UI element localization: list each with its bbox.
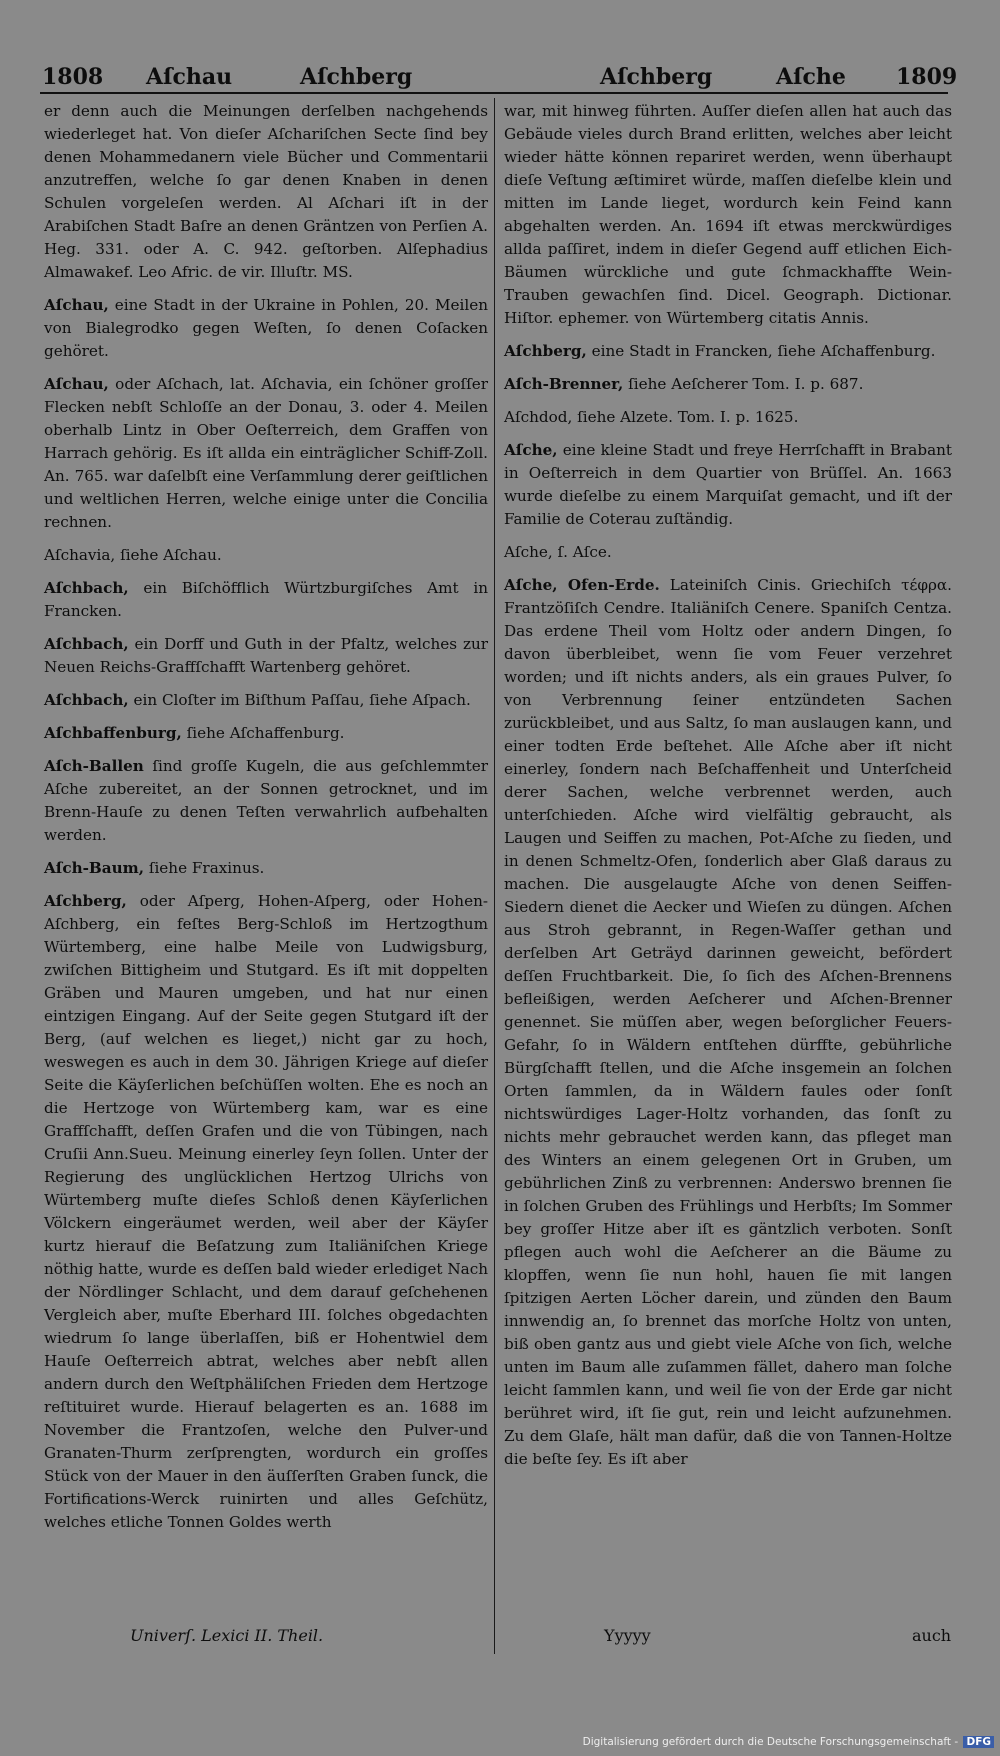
entry-text: ein Biſchöfflich Würtzburgiſches Amt in Francken. [44, 579, 488, 620]
entry [44, 373, 488, 534]
entry [44, 544, 488, 567]
column-divider [494, 98, 495, 1654]
entry [504, 406, 952, 429]
entry-text: Aſchavia, ſiehe Aſchau. [44, 546, 222, 564]
signature-mark: Univerſ. Lexici II. Theil. [130, 1626, 324, 1645]
entry [504, 373, 952, 396]
entry [504, 541, 952, 564]
entry-text: Aſche, ſ. Aſce. [504, 543, 612, 561]
entry-text: ſiehe Aſchaffenburg. [186, 724, 345, 742]
page-number-right: 1809 [896, 64, 958, 90]
entry [44, 633, 488, 679]
entry [504, 439, 952, 531]
catchword: auch [912, 1626, 952, 1645]
page-number-left: 1808 [42, 64, 104, 90]
entry-lemma: Aſchau, [44, 296, 109, 314]
entry [44, 294, 488, 363]
entry-text: ein Dorff und Guth in der Pfaltz, welches zur Neuen Reichs-Graffſchafft Wartenberg gehöret. [44, 635, 488, 676]
running-head-right-1: Aſchberg [600, 64, 713, 90]
entry-lemma: Aſch-Baum, [44, 859, 144, 877]
entry-text: er denn auch die Meinungen derſelben nachgehends wiederleget hat. Von dieſer Aſchariſchen Secte ſind bey denen Mohammedanern viele Bücher und Commentarii anzutreffen, welche ſo gar denen Knaben in denen Schulen vorgeleſen werden. Al Aſchari iſt in der Arabiſchen Stadt Baſre an denen Gräntzen von Perſien A. Heg. 331. oder A. C. 942. geſtorben. Alſephadius Almawakef. Leo Afric. de vir. Illuſtr. MS. [44, 102, 488, 281]
running-head-left-2: Aſchberg [300, 64, 413, 90]
entry [44, 722, 488, 745]
left-column [44, 100, 488, 1544]
entry-text: ſiehe Fraxinus. [148, 859, 265, 877]
credit-text: Digitalisierung gefördert durch die Deutsche Forschungsgemeinschaft - [582, 1736, 959, 1748]
entry-lemma: Aſch-Ballen [44, 757, 144, 775]
entry-lemma: Aſchbaffenburg, [44, 724, 182, 742]
entry [44, 857, 488, 880]
entry-text: ein Cloſter im Biſthum Paſſau, ſiehe Aſpach. [133, 691, 471, 709]
entry-text: war, mit hinweg führten. Auſſer dieſen allen hat auch das Gebäude vieles durch Brand erlitten, welches aber leicht wieder hätte können repariret werden, wenn überhaupt dieſe Veſtung æſtimiret würde, maſſen dieſelbe klein und mitten im Lande lieget, wordurch kein Feind kann abgehalten werden. An. 1694 iſt etwas merckwürdiges allda paſſiret, indem in dieſer Gegend auff etlichen Eich-Bäumen würckliche und gute ſchmackhaffte Wein-Trauben gewachſen ſind. Dicel. Geograph. Dictionar. Hiſtor. ephemer. von Würtemberg citatis Annis. [504, 102, 952, 327]
entry-lemma: Aſchberg, [44, 892, 127, 910]
running-head-right-2: Aſche [776, 64, 846, 90]
gathering-mark: Yyyyy [604, 1626, 651, 1645]
entry-lemma: Aſchbach, [44, 579, 129, 597]
entry [504, 340, 952, 363]
entry-lemma: Aſche, Ofen-Erde. [504, 576, 660, 594]
entry-lemma: Aſche, [504, 441, 558, 459]
entry-text: oder Aſchach, lat. Aſchavia, ein ſchöner groſſer Flecken nebſt Schloſſe an der Donau, 3. oder 4. Meilen oberhalb Lintz in Ober Oeſterreich, dem Graffen von Harrach gehörig. Es iſt allda ein einträglicher Schiff-Zoll. An. 765. war daſelbſt eine Verſammlung derer geiſtlichen und weltlichen Herren, welche einige unter die Concilia rechnen. [44, 375, 489, 531]
running-head-left-1: Aſchau [146, 64, 233, 90]
right-column [504, 100, 952, 1481]
entry [44, 100, 488, 284]
entry-text: ſiehe Aeſcherer Tom. I. p. 687. [628, 375, 864, 393]
entry-text: eine kleine Stadt und freye Herrſchafft in Brabant in Oeſterreich in dem Quartier von Brüſſel. An. 1663 wurde dieſelbe zu einem Marquiſat gemacht, und iſt der Familie de Coterau zuſtändig. [504, 441, 953, 528]
entry [44, 577, 488, 623]
entry-lemma: Aſch-Brenner, [504, 375, 624, 393]
entry-lemma: Aſchbach, [44, 691, 129, 709]
entry-lemma: Aſchau, [44, 375, 109, 393]
entry [504, 100, 952, 330]
entry-lemma: Aſchberg, [504, 342, 587, 360]
entry-text: Aſchdod, ſiehe Alzete. Tom. I. p. 1625. [504, 408, 799, 426]
dfg-logo: DFG [963, 1736, 994, 1748]
digitization-credit [583, 1736, 994, 1748]
entry [44, 755, 488, 847]
entry [504, 574, 952, 1471]
entry-text: eine Stadt in der Ukraine in Pohlen, 20. Meilen von Bialegrodko gegen Weſten, ſo denen Coſacken gehöret. [44, 296, 488, 360]
entry [44, 689, 488, 712]
entry-text: Lateiniſch Cinis. Griechiſch τέφρα. Frantzöſiſch Cendre. Italiäniſch Cenere. Spaniſch Centza. Das erdene Theil vom Holtz oder andern Dingen, ſo davon überbleibet, wenn ſie vom Feuer verzehret worden; und iſt nichts anders, als ein graues Pulver, ſo von Verbrennung ſeiner entzündeten Sachen zurückbleibet, und aus Saltz, ſo man auslaugen kann, und einer todten Erde beſtehet. Alle Aſche aber iſt nicht einerley, ſondern nach Beſchaffenheit und Unterſcheid derer Sachen, welche verbrennet werden, auch unterſchieden. Aſche wird vielfältig gebraucht, als Laugen und Seiffen zu machen, Pot-Aſche zu ſieden, und in denen Schmeltz-Ofen, ſonderlich aber Glaß daraus zu machen. Die ausgelaugte Aſche von denen Seiffen-Siedern dienet die Aecker und Wieſen zu düngen. Aſchen aus Stroh gebrannt, in Regen-Waſſer gethan und derſelben Art Geträyd darinnen geweicht, befördert deſſen Fruchtbarkeit. Die, ſo ſich des Aſchen-Brennens befleißigen, werden Aeſcherer und Aſchen-Brenner genennet. Sie müſſen aber, wegen beſorglicher Feuers-Gefahr, ſo in Wäldern entſtehen dürffte, gebührliche Bürgſchafft ſtellen, und die Aſche insgemein an ſolchen Orten ſammlen, da in Wäldern faules oder ſonſt nichtswürdiges Lager-Holtz vorhanden, das ſonſt zu nichts mehr gebrauchet werden kann, das pfleget man des Winters an einem gelegenen Ort in Gruben, um gebührlichen Zinß zu verbrennen: Anderswo brennen ſie in ſolchen Gruben des Frühlings und Herbſts; Im Sommer bey groſſer Hitze aber iſt es gäntzlich verboten. Sonſt pflegen auch wohl die Aeſcherer an die Bäume zu klopffen, wenn ſie nun hohl, hauen ſie mit langen ſpitzigen Aerten Löcher darein, und zünden den Baum innwendig an, ſo brennet das morſche Holtz von unten, biß oben gantz aus und giebt viele Aſche von ſich, welche unten im Baum alle zuſammen fället, dahero man ſolche leicht ſammlen kann, und weil ſie von der Erde gar nicht berühret wird, iſt ſie gut, rein und leicht aufzunehmen. Zu dem Glaſe, hält man dafür, daß die von Tannen-Holtze die beſte ſey. Es iſt aber [504, 576, 953, 1468]
entry-lemma: Aſchbach, [44, 635, 129, 653]
entry-text: oder Aſperg, Hohen-Aſperg, oder Hohen-Aſchberg, ein feſtes Berg-Schloß im Hertzogthum Würtemberg, eine halbe Meile von Ludwigsburg, zwiſchen Bittigheim und Stutgard. Es iſt mit doppelten Gräben und Mauren umgeben, und hat nur einen eintzigen Eingang. Auf der Seite gegen Stutgard iſt der Berg, (auf welchen es lieget,) nicht gar zu hoch, weswegen es auch in dem 30. Jährigen Kriege auf dieſer Seite die Käyſerlichen beſchüſſen wolten. Ehe es noch an die Hertzoge von Würtemberg kam, war es eine Graffſchafft, deſſen Grafen und die von Tübingen, nach Cruſii Ann.Sueu. Meinung einerley ſeyn ſollen. Unter der Regierung des unglücklichen Hertzog Ulrichs von Würtemberg muſte dieſes Schloß denen Käyſerlichen Völckern eingeräumet werden, weil aber der Käyſer kurtz hierauf die Beſatzung zum Italiäniſchen Kriege nöthig hatte, wurde es deſſen bald wieder erlediget Nach der Nördlinger Schlacht, und dem darauf geſchehenen Vergleich aber, muſte Eberhard III. ſolches obgedachten wiedrum ſo lange überlaſſen, biß er Hohentwiel dem Hauſe Oeſterreich abtrat, welches aber nebſt allen andern durch den Weſtphäliſchen Frieden dem Hertzoge reſtituiret wurde. Hierauf belagerten es an. 1688 im November die Frantzoſen, welche den Pulver-und Granaten-Thurm zerſprengten, wordurch ein groſſes Stück von der Mauer in den äuſſerſten Graben ſunck, die Fortifications-Werck ruinirten und alles Geſchütz, welches etliche Tonnen Goldes werth [44, 892, 488, 1531]
entry-text: ſind groſſe Kugeln, die aus geſchlemmter Aſche zubereitet, an der Sonnen getrocknet, und im Brenn-Hauſe zu denen Teſten verwahrlich aufbehalten werden. [44, 757, 489, 844]
entry-text: eine Stadt in Francken, ſiehe Aſchaffenburg. [591, 342, 936, 360]
header-rule [40, 92, 948, 94]
entry [44, 890, 488, 1534]
